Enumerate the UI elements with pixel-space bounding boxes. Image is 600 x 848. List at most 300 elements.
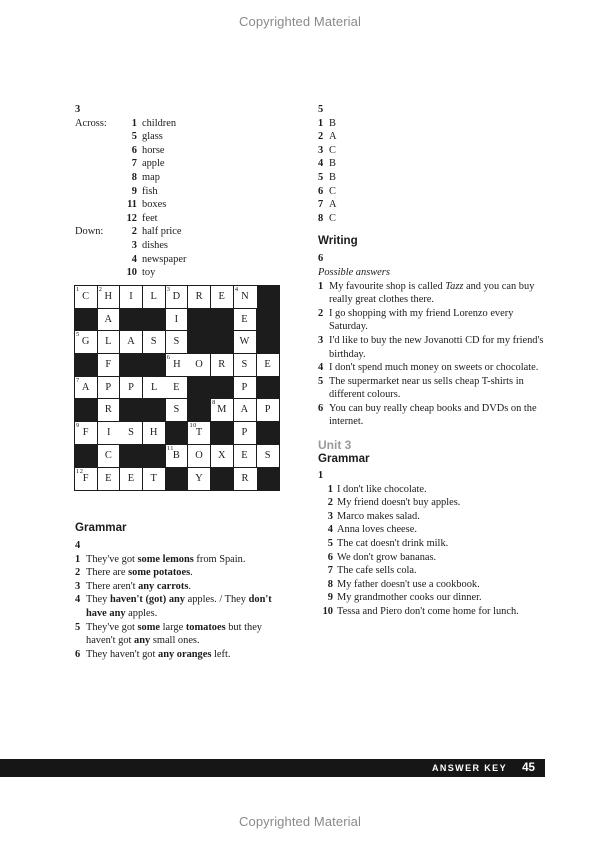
across-row xyxy=(75,130,290,144)
crossword-letter: E xyxy=(241,449,249,461)
answer-text xyxy=(329,375,548,402)
crossword-cell xyxy=(234,286,257,309)
crossword-cell xyxy=(166,331,189,354)
crossword-cell xyxy=(234,468,257,491)
answer-text: Tessa and Piero don't come home for lunch. xyxy=(337,606,519,617)
crossword-black-cell xyxy=(120,354,143,377)
unit-3-item xyxy=(318,483,548,497)
crossword-cell xyxy=(143,422,166,445)
crossword-cell xyxy=(234,399,257,422)
answer-number: 2 xyxy=(75,567,81,579)
crossword-cell xyxy=(257,399,280,422)
answer-text xyxy=(86,566,290,580)
crossword-black-cell xyxy=(257,286,280,309)
crossword-cell xyxy=(98,468,121,491)
crossword-black-cell xyxy=(257,377,280,400)
clue-answer: half price xyxy=(142,226,182,238)
crossword-letter: I xyxy=(174,313,179,325)
crossword-cell xyxy=(188,286,211,309)
watermark-top: Copyrighted Material xyxy=(239,14,361,29)
grammar-4-item xyxy=(75,648,290,662)
unit-3-heading: Unit 3 xyxy=(318,438,352,453)
crossword-cell xyxy=(98,286,121,309)
answer-segment: I go shopping with my friend Lorenzo every Saturday. xyxy=(329,307,514,333)
down-answers xyxy=(75,225,290,279)
crossword-black-cell xyxy=(257,331,280,354)
answer-number: 3 xyxy=(75,580,81,592)
answer-keyword: any xyxy=(134,635,151,647)
answer-segment: . xyxy=(188,580,191,592)
crossword-cell xyxy=(143,331,166,354)
answer-segment: They've got xyxy=(86,621,138,633)
clue-number: 12 xyxy=(126,212,137,224)
crossword-letter: L xyxy=(105,336,112,348)
crossword-clue-number: 3 xyxy=(166,286,171,293)
answer-keyword: don't have any xyxy=(86,594,272,619)
crossword-letter: T xyxy=(150,472,158,484)
answer-segment: There are xyxy=(86,567,129,579)
crossword-cell xyxy=(166,354,189,377)
unit-3-item xyxy=(318,496,548,510)
answer-text: My father doesn't use a cookbook. xyxy=(337,578,480,590)
answer-number: 6 xyxy=(318,402,324,414)
crossword-clue-number: 7 xyxy=(76,376,80,384)
crossword-cell xyxy=(120,286,143,309)
crossword-black-cell xyxy=(75,445,98,468)
crossword-letter: O xyxy=(195,359,204,371)
across-row xyxy=(75,144,290,158)
crossword-cell xyxy=(120,422,143,445)
crossword-cell xyxy=(75,286,98,309)
exercise-4-answers xyxy=(75,553,290,662)
crossword-black-cell xyxy=(143,399,166,422)
crossword-letter: H xyxy=(173,359,182,371)
answer-number: 6 xyxy=(327,551,333,563)
crossword-cell xyxy=(188,354,211,377)
crossword-letter: F xyxy=(82,472,89,484)
answer-keyword: any oranges xyxy=(158,648,212,660)
grammar-4-item xyxy=(75,593,290,620)
answer-number: 3 xyxy=(318,144,324,156)
crossword-black-cell xyxy=(143,309,166,332)
clue-answer: toy xyxy=(142,267,156,279)
clue-number: 5 xyxy=(131,131,137,143)
crossword-black-cell xyxy=(188,399,211,422)
clue-number: 1 xyxy=(131,117,137,129)
unit-3-item xyxy=(318,605,548,619)
crossword-letter: S xyxy=(241,359,248,371)
footer-answer-key-label: ANSWER KEY xyxy=(431,763,507,773)
answer-text xyxy=(86,648,290,662)
crossword-clue-number: 4 xyxy=(234,286,239,293)
exercise-5-item xyxy=(318,198,548,212)
unit-3-item xyxy=(318,510,548,524)
answer-number: 6 xyxy=(75,648,81,660)
across-label xyxy=(75,130,112,144)
answer-italic-text: Tazz xyxy=(445,280,464,292)
watermark-bottom: Copyrighted Material xyxy=(239,814,361,829)
crossword-letter: R xyxy=(218,359,226,371)
answer-keyword: haven't (got) any xyxy=(109,594,185,606)
crossword-letter: C xyxy=(104,449,113,461)
answer-number: 8 xyxy=(327,578,333,590)
crossword-letter: S xyxy=(150,336,158,348)
crossword-cell xyxy=(188,468,211,491)
crossword-cell xyxy=(166,399,189,422)
unit-3-item xyxy=(318,591,548,605)
crossword-cell xyxy=(143,468,166,491)
crossword-black-cell xyxy=(188,377,211,400)
crossword-letter: D xyxy=(172,291,181,302)
across-label xyxy=(75,144,112,158)
crossword-letter: C xyxy=(82,291,90,302)
answer-text: Anna loves cheese. xyxy=(337,524,417,536)
answer-segment: but they haven't got xyxy=(86,621,263,647)
crossword-letter: Y xyxy=(195,472,204,484)
answer-number: 2 xyxy=(318,131,324,143)
clue-number: 2 xyxy=(131,226,137,238)
crossword-letter: N xyxy=(241,291,250,302)
answer-letter: C xyxy=(329,185,336,197)
crossword-letter: P xyxy=(105,381,112,393)
exercise-3-number: 3 xyxy=(75,104,81,115)
crossword-cell xyxy=(120,331,143,354)
across-row xyxy=(75,171,290,185)
answer-number: 9 xyxy=(327,592,333,604)
crossword-black-cell xyxy=(211,309,234,332)
grammar-4-item xyxy=(75,566,290,580)
down-label xyxy=(75,253,112,267)
crossword-black-cell xyxy=(257,422,280,445)
unit-3-item xyxy=(318,578,548,592)
grammar-heading: Grammar xyxy=(75,521,127,534)
crossword-cell xyxy=(211,445,234,468)
writing-6-item xyxy=(318,280,548,307)
crossword-letter: E xyxy=(218,291,226,302)
answer-text xyxy=(329,307,548,334)
answer-number: 3 xyxy=(327,510,333,522)
answer-number: 1 xyxy=(327,483,333,495)
unit-3-item xyxy=(318,564,548,578)
answer-text: The cafe sells cola. xyxy=(337,565,417,577)
crossword-black-cell xyxy=(211,331,234,354)
answer-letter: C xyxy=(329,212,336,224)
crossword-letter: A xyxy=(81,381,90,393)
crossword-letter: R xyxy=(241,472,249,484)
answer-segment: The supermarket near us sells cheap T-shirts in different colours. xyxy=(329,375,524,401)
crossword-cell xyxy=(166,377,189,400)
crossword-letter: H xyxy=(149,427,158,439)
crossword-letter: L xyxy=(150,291,158,302)
crossword-black-cell xyxy=(166,468,189,491)
crossword-cell xyxy=(166,309,189,332)
crossword-cell xyxy=(211,286,234,309)
down-label xyxy=(75,266,112,280)
down-label xyxy=(75,239,112,253)
crossword-cell xyxy=(120,468,143,491)
crossword-letter: I xyxy=(129,291,134,302)
clue-number: 6 xyxy=(131,144,137,156)
answer-segment: They xyxy=(86,594,110,606)
grammar-4-item xyxy=(75,621,290,648)
answer-text: My grandmother cooks our dinner. xyxy=(337,592,482,604)
clue-answer: boxes xyxy=(142,199,167,211)
unit-3-item xyxy=(318,523,548,537)
crossword-letter: E xyxy=(173,381,181,393)
answer-letter: A xyxy=(329,199,337,211)
answer-text: We don't grow bananas. xyxy=(337,551,437,563)
crossword-cell xyxy=(188,422,211,445)
crossword-black-cell xyxy=(257,468,280,491)
answer-letter: B xyxy=(329,171,336,183)
across-label xyxy=(75,157,112,171)
crossword-letter: E xyxy=(105,472,112,484)
writing-6-item xyxy=(318,402,548,429)
answer-segment: apples. / They xyxy=(185,594,249,606)
crossword-cell xyxy=(98,377,121,400)
crossword-letter: E xyxy=(241,313,249,325)
crossword-clue-number: 2 xyxy=(98,286,103,293)
answer-text xyxy=(329,361,548,375)
down-row xyxy=(75,253,290,267)
crossword-black-cell xyxy=(75,309,98,332)
crossword-cell xyxy=(234,354,257,377)
crossword-clue-number: 12 xyxy=(76,467,84,475)
answer-number: 10 xyxy=(322,606,333,617)
crossword-letter: A xyxy=(104,313,113,325)
crossword-clue-number: 11 xyxy=(166,444,174,452)
answer-text xyxy=(329,402,548,429)
down-row xyxy=(75,266,290,280)
down-row xyxy=(75,239,290,253)
crossword-black-cell xyxy=(75,399,98,422)
crossword-letter: P xyxy=(264,404,271,416)
answer-segment: There aren't xyxy=(86,580,139,592)
answer-number: 4 xyxy=(75,594,81,606)
answer-segment: large xyxy=(160,621,186,633)
answer-text: I don't like chocolate. xyxy=(337,483,427,495)
answer-number: 8 xyxy=(318,212,324,224)
grammar-4-item xyxy=(75,553,290,567)
answer-text xyxy=(86,593,290,620)
answer-number: 5 xyxy=(327,538,333,550)
exercise-5-item xyxy=(318,185,548,199)
answer-letter: B xyxy=(329,158,336,170)
crossword-letter: W xyxy=(239,336,250,348)
exercise-5-item xyxy=(318,171,548,185)
answer-segment: . xyxy=(190,567,193,579)
answer-text xyxy=(86,553,290,567)
clue-answer: newspaper xyxy=(142,253,187,265)
answer-text xyxy=(329,334,548,361)
answer-number: 4 xyxy=(327,524,333,536)
answer-number: 3 xyxy=(318,334,324,346)
crossword-letter: S xyxy=(264,449,271,461)
across-row xyxy=(75,157,290,171)
crossword-letter: H xyxy=(104,291,113,302)
unit-3-grammar-heading: Grammar xyxy=(318,452,370,466)
writing-heading: Writing xyxy=(318,234,358,248)
answer-segment: apples. xyxy=(125,607,158,619)
answer-segment: My favourite shop is called xyxy=(329,280,446,292)
answer-keyword: some potatoes xyxy=(128,567,191,579)
answer-text: Marco makes salad. xyxy=(337,510,420,522)
across-answers xyxy=(75,117,290,226)
crossword-black-cell xyxy=(143,445,166,468)
answer-number: 1 xyxy=(75,553,81,565)
answer-number: 5 xyxy=(318,171,324,183)
crossword-letter: X xyxy=(217,449,226,461)
left-column xyxy=(75,103,290,280)
down-row xyxy=(75,225,290,239)
crossword-letter: S xyxy=(128,427,135,439)
writing-6-item xyxy=(318,307,548,334)
exercise-5-item xyxy=(318,144,548,158)
crossword-cell xyxy=(75,468,98,491)
answer-text: The cat doesn't drink milk. xyxy=(337,538,449,550)
across-label xyxy=(75,198,112,212)
answer-segment: left. xyxy=(211,648,231,660)
across-row xyxy=(75,212,290,226)
unit-3-item xyxy=(318,537,548,551)
crossword-letter: E xyxy=(127,472,135,484)
exercise-5-item xyxy=(318,212,548,226)
crossword-cell xyxy=(211,399,234,422)
page-number: 45 xyxy=(522,761,535,774)
answer-number: 2 xyxy=(318,307,324,319)
right-column xyxy=(318,103,548,619)
writing-6-item xyxy=(318,361,548,375)
exercise-5-item xyxy=(318,130,548,144)
crossword-letter: A xyxy=(127,336,136,348)
across-row xyxy=(75,117,290,131)
crossword-cell xyxy=(188,445,211,468)
answer-segment: and you can buy really great clothes there. xyxy=(329,280,535,306)
crossword-black-cell xyxy=(188,331,211,354)
clue-answer: glass xyxy=(142,131,163,143)
crossword-cell xyxy=(257,354,280,377)
answer-number: 1 xyxy=(318,280,324,292)
clue-answer: children xyxy=(142,117,177,129)
crossword-black-cell xyxy=(211,377,234,400)
across-label xyxy=(75,185,112,199)
answer-number: 4 xyxy=(318,158,324,170)
crossword-black-cell xyxy=(75,354,98,377)
crossword-cell xyxy=(75,422,98,445)
crossword-cell xyxy=(166,445,189,468)
answer-number: 5 xyxy=(75,621,81,633)
crossword-cell xyxy=(98,331,121,354)
across-row xyxy=(75,185,290,199)
exercise-6-number: 6 xyxy=(318,253,324,265)
clue-answer: map xyxy=(142,171,160,183)
clue-number: 4 xyxy=(131,253,137,265)
crossword-cell xyxy=(143,286,166,309)
answer-text xyxy=(86,580,290,594)
crossword-cell xyxy=(211,354,234,377)
unit-3-item xyxy=(318,551,548,565)
crossword-cell xyxy=(120,377,143,400)
crossword-cell xyxy=(166,286,189,309)
crossword-letter: B xyxy=(172,449,181,461)
crossword-black-cell xyxy=(211,422,234,445)
crossword-clue-number: 6 xyxy=(166,354,171,362)
crossword-letter: P xyxy=(241,381,248,393)
crossword-clue-number: 1 xyxy=(76,286,80,293)
crossword-cell xyxy=(98,399,121,422)
clue-number: 3 xyxy=(131,239,137,251)
crossword-letter: T xyxy=(195,427,203,439)
across-label: Across: xyxy=(75,117,107,129)
clue-answer: apple xyxy=(142,158,165,170)
crossword-letter: G xyxy=(81,336,90,348)
crossword-letter: S xyxy=(173,336,180,348)
unit-3-exercise-1-answers xyxy=(318,483,548,619)
unit-3-exercise-1-number: 1 xyxy=(318,470,324,482)
answer-number: 5 xyxy=(318,375,324,387)
crossword-letter: I xyxy=(107,427,112,439)
crossword-cell xyxy=(143,377,166,400)
answer-letter: B xyxy=(329,117,336,129)
answer-number: 2 xyxy=(327,497,333,509)
crossword-clue-number: 5 xyxy=(76,331,80,339)
crossword-letter: F xyxy=(105,359,112,371)
crossword-letter: E xyxy=(264,359,272,371)
clue-answer: horse xyxy=(142,144,165,156)
answer-number: 7 xyxy=(318,199,324,211)
crossword-letter: P xyxy=(241,427,248,439)
crossword-black-cell xyxy=(120,445,143,468)
crossword-letter: O xyxy=(195,449,204,461)
left-grammar-section xyxy=(75,521,290,661)
crossword-black-cell xyxy=(211,468,234,491)
exercise-5-number: 5 xyxy=(318,104,324,115)
down-label: Down: xyxy=(75,226,104,238)
answer-segment: small ones. xyxy=(150,635,200,647)
crossword-letter: R xyxy=(195,291,203,302)
crossword-black-cell xyxy=(143,354,166,377)
clue-answer: fish xyxy=(142,185,158,197)
answer-keyword: tomatoes xyxy=(185,621,226,633)
answer-letter: C xyxy=(329,144,336,156)
crossword-cell xyxy=(234,377,257,400)
crossword-cell xyxy=(234,309,257,332)
crossword-clue-number: 10 xyxy=(189,422,197,430)
answer-text xyxy=(86,621,290,648)
crossword-cell xyxy=(234,331,257,354)
crossword-black-cell xyxy=(120,309,143,332)
answer-segment: You can buy really cheap books and DVDs on the internet. xyxy=(329,402,537,428)
crossword-clue-number: 8 xyxy=(212,399,216,407)
answer-keyword: any carrots xyxy=(138,580,189,592)
across-label xyxy=(75,212,112,226)
clue-number: 8 xyxy=(131,171,137,183)
crossword-cell xyxy=(234,422,257,445)
answer-segment: They've got xyxy=(86,553,138,565)
crossword-black-cell xyxy=(120,399,143,422)
clue-answer: feet xyxy=(142,212,158,224)
exercise-5-item xyxy=(318,157,548,171)
answer-text xyxy=(329,280,548,307)
crossword-letter: L xyxy=(150,381,158,393)
crossword-cell xyxy=(257,445,280,468)
crossword-letter: R xyxy=(104,404,113,416)
crossword-cell xyxy=(98,309,121,332)
clue-number: 9 xyxy=(131,185,137,197)
exercise-5-item xyxy=(318,117,548,131)
answer-keyword: some xyxy=(137,621,161,633)
crossword-cell xyxy=(98,445,121,468)
